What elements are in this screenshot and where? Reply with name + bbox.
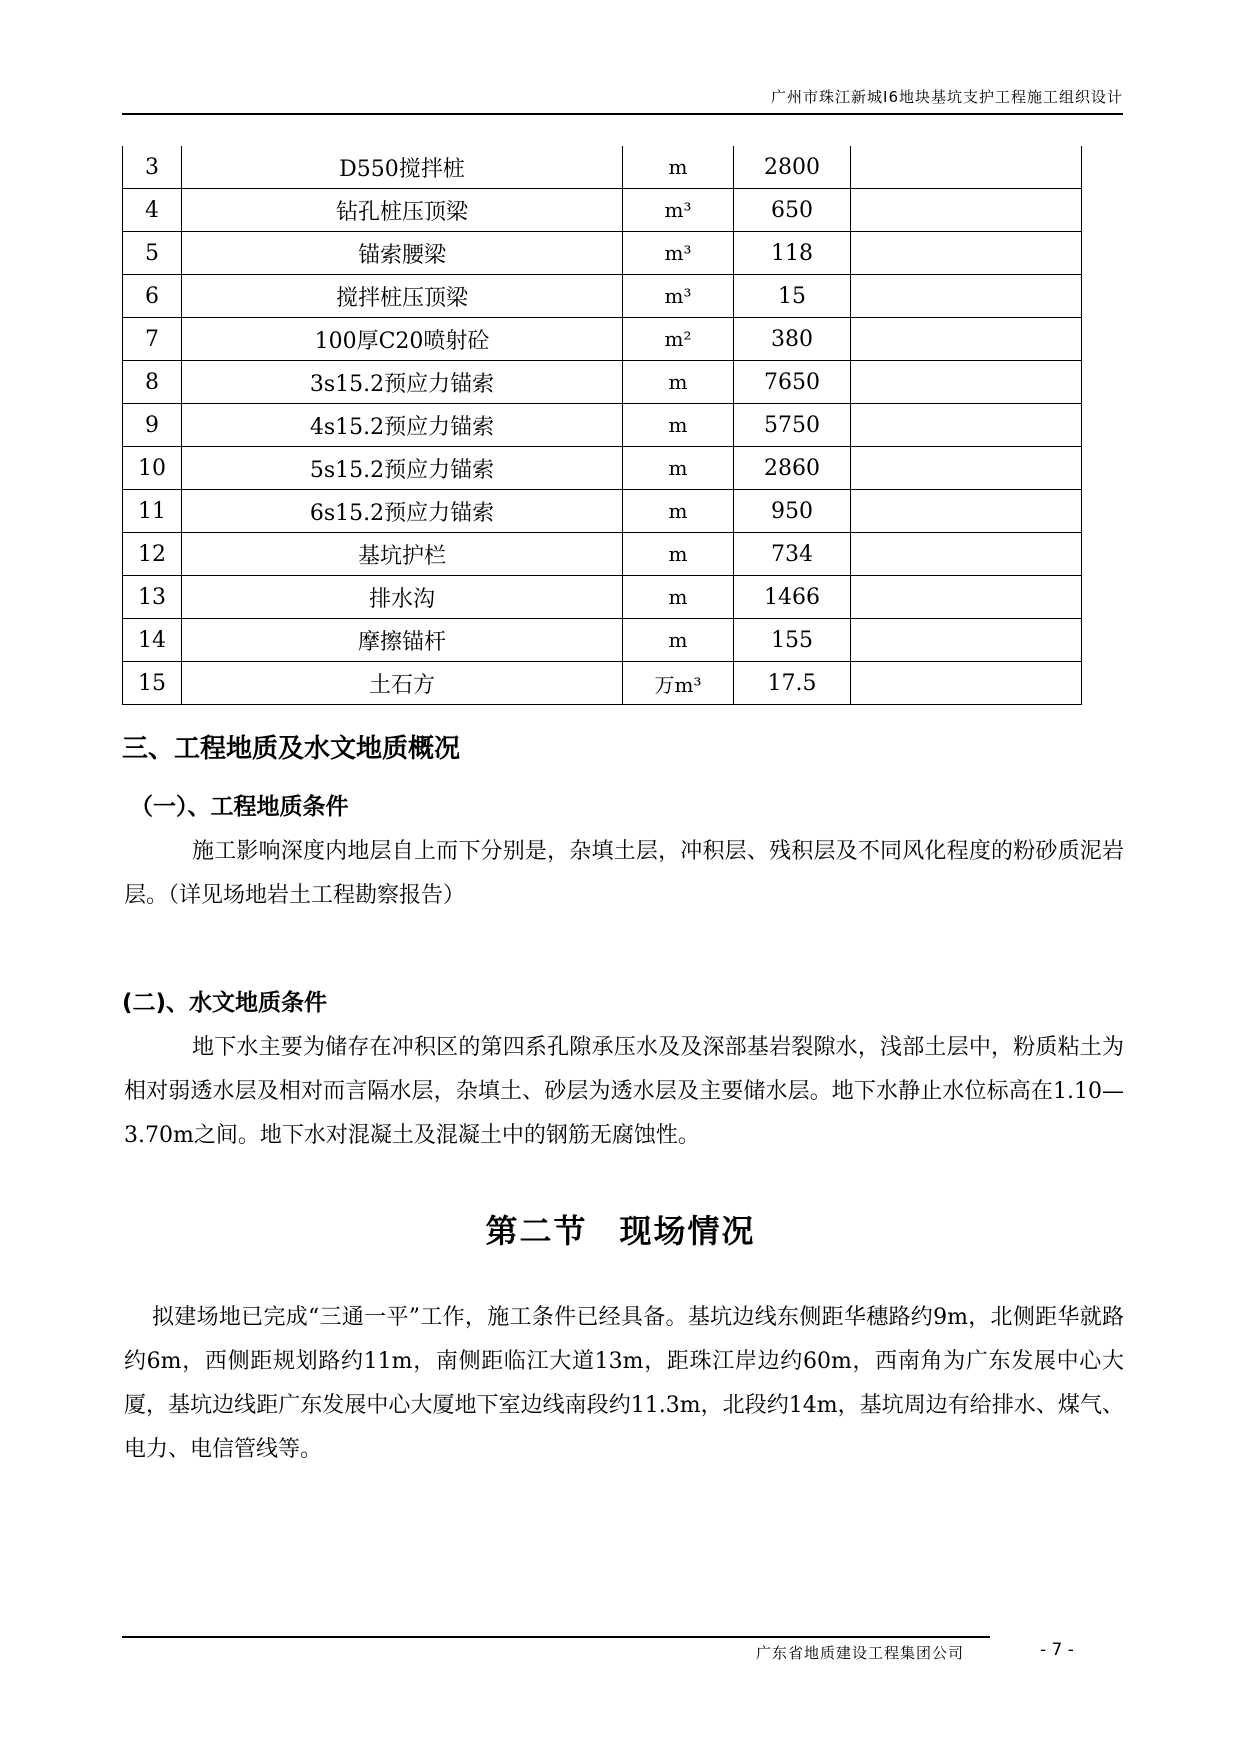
table-row	[123, 533, 1082, 576]
row-number-cell: 10	[123, 447, 182, 490]
unit-cell: m	[623, 447, 734, 490]
item-name-cell: 锚索腰梁	[182, 232, 623, 275]
item-name-cell: D550搅拌桩	[182, 146, 623, 189]
unit-cell: m	[623, 361, 734, 404]
item-name-cell: 3s15.2预应力锚索	[182, 361, 623, 404]
remark-cell	[851, 576, 1082, 619]
quantity-cell: 5750	[734, 404, 851, 447]
section-title: 三、工程地质及水文地质概况	[122, 734, 461, 764]
paragraph-site-conditions: 拟建场地已完成“三通一平”工作，施工条件已经具备。基坑边线东侧距华穗路约9m，北侧距华就路约6m，西侧距规划路约11m，南侧距临江大道13m，距珠江岸边约60m，西南角为广东发展中心大厦，基坑边线距广东发展中心大厦地下室边线南段约11.3m，北段约14m，基坑周边有给排水、煤气、电力、电信管线等。	[124, 1305, 1124, 1462]
remark-cell	[851, 146, 1082, 189]
row-number-cell: 4	[123, 189, 182, 232]
item-name-cell: 100厚C20喷射砼	[182, 318, 623, 361]
table-row	[123, 189, 1082, 232]
row-number-cell: 6	[123, 275, 182, 318]
table-row	[123, 275, 1082, 318]
table-row	[123, 361, 1082, 404]
unit-cell: m³	[623, 232, 734, 275]
row-number-cell: 15	[123, 662, 182, 705]
quantity-cell: 650	[734, 189, 851, 232]
row-number-cell: 5	[123, 232, 182, 275]
table-row	[123, 404, 1082, 447]
unit-cell: 万m³	[623, 662, 734, 705]
unit-cell: m	[623, 146, 734, 189]
quantity-cell: 15	[734, 275, 851, 318]
quantity-cell: 118	[734, 232, 851, 275]
unit-cell: m²	[623, 318, 734, 361]
unit-cell: m	[623, 576, 734, 619]
remark-cell	[851, 533, 1082, 576]
row-number-cell: 7	[123, 318, 182, 361]
header-rule	[122, 113, 1123, 115]
chapter-number: 第二节	[485, 1212, 588, 1250]
quantity-table	[122, 146, 1082, 705]
table-row	[123, 662, 1082, 705]
subsection-title-hydrogeology: (二)、水文地质条件	[122, 990, 328, 1016]
remark-cell	[851, 318, 1082, 361]
remark-cell	[851, 619, 1082, 662]
quantity-cell: 17.5	[734, 662, 851, 705]
row-number-cell: 11	[123, 490, 182, 533]
quantity-cell: 950	[734, 490, 851, 533]
item-name-cell: 4s15.2预应力锚索	[182, 404, 623, 447]
quantity-cell: 2860	[734, 447, 851, 490]
remark-cell	[851, 361, 1082, 404]
table-row	[123, 232, 1082, 275]
item-name-cell: 基坑护栏	[182, 533, 623, 576]
item-name-cell: 5s15.2预应力锚索	[182, 447, 623, 490]
quantity-cell: 734	[734, 533, 851, 576]
unit-cell: m	[623, 490, 734, 533]
remark-cell	[851, 275, 1082, 318]
unit-cell: m	[623, 533, 734, 576]
row-number-cell: 12	[123, 533, 182, 576]
item-name-cell: 6s15.2预应力锚索	[182, 490, 623, 533]
quantity-cell: 155	[734, 619, 851, 662]
unit-cell: m³	[623, 275, 734, 318]
table-row	[123, 619, 1082, 662]
row-number-cell: 3	[123, 146, 182, 189]
table-row	[123, 576, 1082, 619]
footer-company: 广东省地质建设工程集团公司	[756, 1644, 965, 1662]
item-name-cell: 摩擦锚杆	[182, 619, 623, 662]
item-name-cell: 土石方	[182, 662, 623, 705]
remark-cell	[851, 662, 1082, 705]
paragraph-geology: 施工影响深度内地层自上而下分别是，杂填土层，冲积层、残积层及不同风化程度的粉砂质泥岩层。（详见场地岩土工程勘察报告）	[124, 839, 1124, 908]
quantity-cell: 2800	[734, 146, 851, 189]
table-row	[123, 447, 1082, 490]
subsection-title-geology: （一）、工程地质条件	[130, 794, 349, 820]
quantity-table-body	[123, 146, 1082, 705]
item-name-cell: 搅拌桩压顶梁	[182, 275, 623, 318]
chapter-title	[0, 1206, 1241, 1252]
table-row	[123, 318, 1082, 361]
unit-cell: m	[623, 619, 734, 662]
row-number-cell: 14	[123, 619, 182, 662]
remark-cell	[851, 189, 1082, 232]
remark-cell	[851, 232, 1082, 275]
remark-cell	[851, 447, 1082, 490]
unit-cell: m	[623, 404, 734, 447]
page-number: - 7 -	[1040, 1640, 1074, 1660]
remark-cell	[851, 490, 1082, 533]
table-row	[123, 490, 1082, 533]
item-name-cell: 排水沟	[182, 576, 623, 619]
item-name-cell: 钻孔桩压顶梁	[182, 189, 623, 232]
quantity-cell: 7650	[734, 361, 851, 404]
paragraph-hydrogeology: 地下水主要为储存在冲积区的第四系孔隙承压水及及深部基岩裂隙水，浅部土层中，粉质粘土为相对弱透水层及相对而言隔水层，杂填土、砂层为透水层及主要储水层。地下水静止水位标高在1.10—3.70m之间。地下水对混凝土及混凝土中的钢筋无腐蚀性。	[124, 1035, 1124, 1148]
quantity-cell: 380	[734, 318, 851, 361]
unit-cell: m³	[623, 189, 734, 232]
footer-rule	[122, 1636, 990, 1638]
row-number-cell: 13	[123, 576, 182, 619]
remark-cell	[851, 404, 1082, 447]
table-row	[123, 146, 1082, 189]
row-number-cell: 8	[123, 361, 182, 404]
chapter-name: 现场情况	[619, 1212, 756, 1250]
quantity-cell: 1466	[734, 576, 851, 619]
page-header-title: 广州市珠江新城I6地块基坑支护工程施工组织设计	[771, 88, 1123, 106]
row-number-cell: 9	[123, 404, 182, 447]
